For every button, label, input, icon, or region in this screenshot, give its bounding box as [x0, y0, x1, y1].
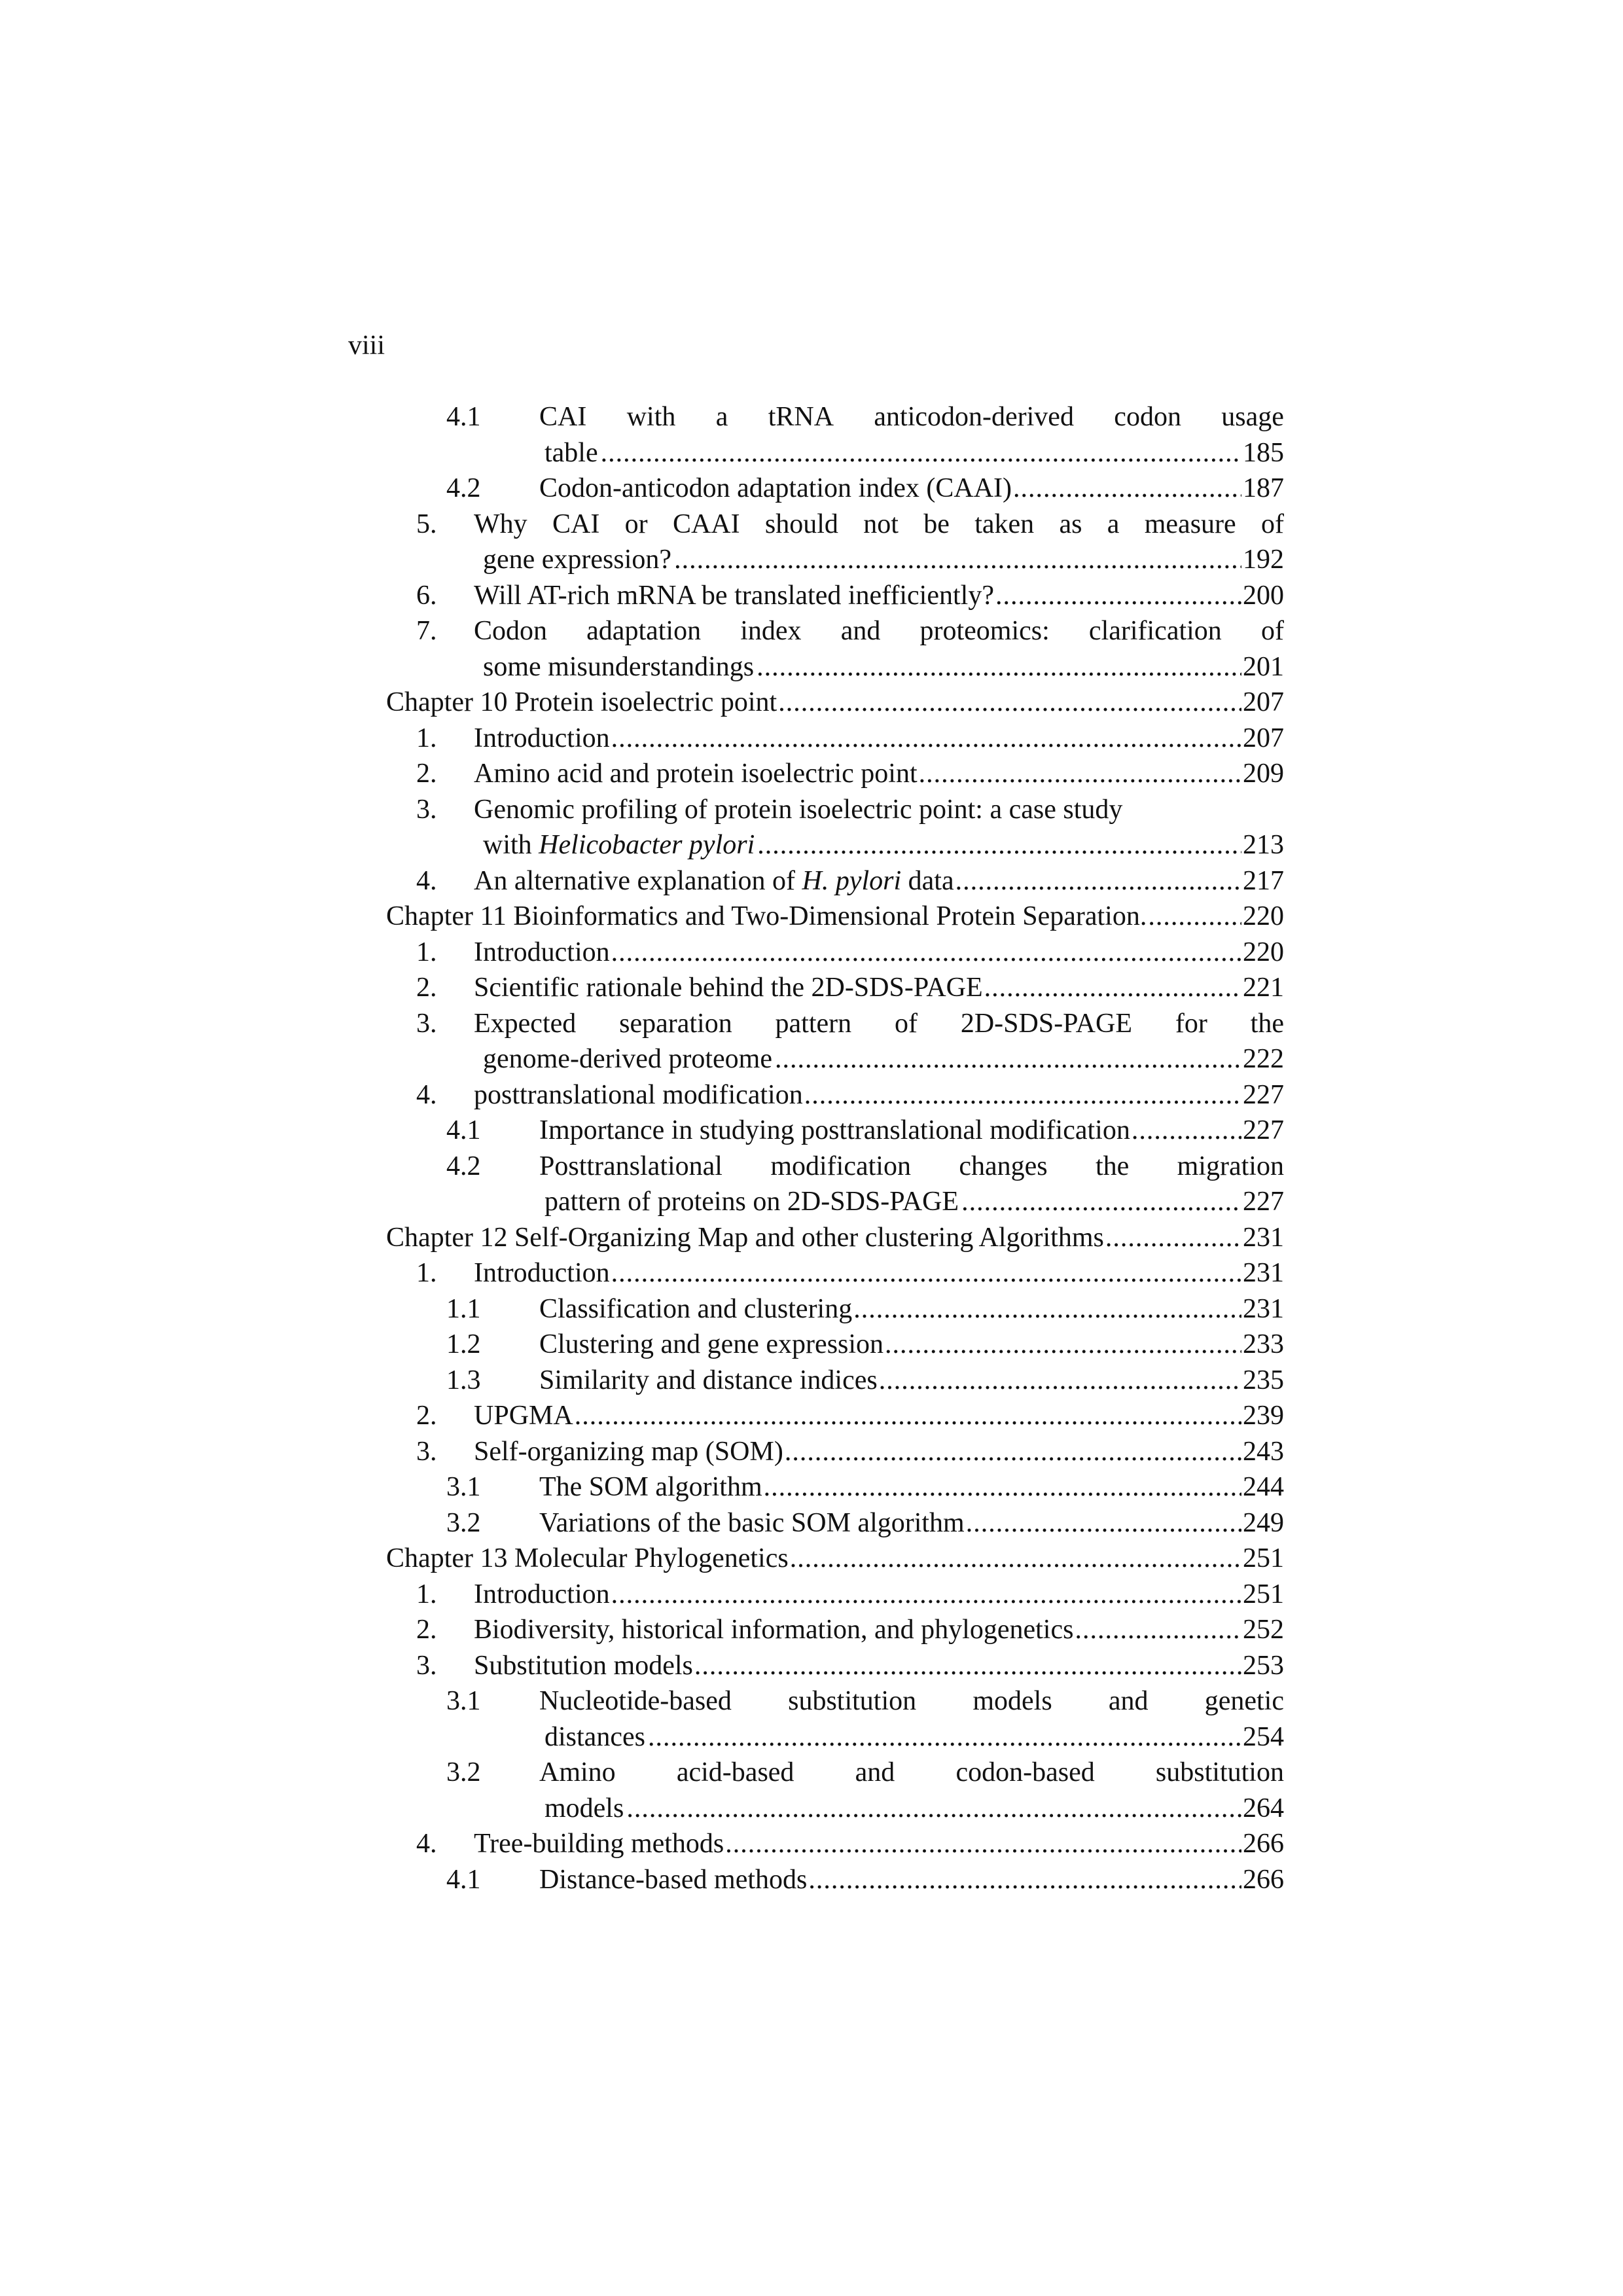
toc-dot-leader [1013, 471, 1241, 507]
toc-entry-word: a [715, 402, 728, 432]
toc-entry-title [386, 899, 1147, 935]
toc-dot-leader [1132, 1113, 1241, 1149]
toc-entry-title-text: models [544, 1793, 624, 1823]
toc-dot-leader [611, 1577, 1241, 1613]
toc-entry [386, 935, 1284, 971]
toc-entry-title [474, 970, 983, 1006]
toc-entry [386, 1434, 1284, 1470]
toc-page-number: 227 [1243, 1079, 1284, 1110]
toc-entry [386, 721, 1284, 757]
toc-page-number: 235 [1243, 1365, 1284, 1395]
toc-entry-word: acid-based [676, 1757, 794, 1787]
toc-dot-leader [984, 970, 1241, 1006]
toc-entry-title-italic: H. pylori [802, 865, 902, 896]
toc-dot-leader [694, 1648, 1241, 1684]
toc-dot-leader [775, 1041, 1241, 1077]
toc-entry-title [474, 1006, 1284, 1042]
toc-entry-title-text: Chapter 12 Self-Organizing Map and other clustering Algorithms [386, 1222, 1104, 1253]
toc-entry [386, 1149, 1284, 1185]
toc-entry-title-text: table [544, 437, 598, 468]
toc-page-number: 266 [1243, 1864, 1284, 1895]
toc-entry [386, 1577, 1284, 1613]
toc-dot-leader [611, 721, 1241, 757]
toc-page-number: 227 [1243, 1187, 1284, 1217]
toc-dot-leader [1105, 1220, 1241, 1256]
toc-entry-title [474, 1577, 610, 1613]
toc-entry-word: Expected [474, 1008, 577, 1039]
toc-entry-title [474, 1612, 1073, 1648]
toc-entry-number: 4.1 [446, 1864, 481, 1895]
toc-entry-word: Why [474, 509, 527, 539]
toc-entry-title [474, 507, 1284, 543]
toc-entry-word: codon [1114, 402, 1181, 432]
toc-entry-continuation [386, 435, 1284, 471]
toc-entry [386, 507, 1284, 543]
toc-page-number: 227 [1243, 1115, 1284, 1145]
toc-entry-title [483, 827, 755, 863]
toc-dot-leader [995, 578, 1241, 614]
toc-entry [386, 1862, 1284, 1898]
toc-entry-title [474, 578, 994, 614]
toc-entry-word: substitution [1155, 1757, 1284, 1787]
toc-entry [386, 1505, 1284, 1541]
toc-entry-word: tRNA [768, 402, 834, 432]
toc-entry-word: be [923, 509, 950, 539]
toc-entry [386, 1291, 1284, 1327]
toc-entry-title-text: An alternative explanation of [474, 865, 802, 896]
toc-entry-number: 2. [416, 759, 437, 789]
toc-entry-title [539, 1291, 852, 1327]
toc-entry [386, 1327, 1284, 1363]
toc-dot-leader [674, 542, 1241, 578]
toc-page-number: 243 [1243, 1436, 1284, 1467]
toc-entry-title [474, 756, 918, 792]
toc-entry-number: 1.1 [446, 1293, 481, 1324]
toc-entry-number: 1.3 [446, 1365, 481, 1395]
toc-entry-word: of [1261, 509, 1284, 539]
toc-entry-title [483, 649, 754, 685]
toc-entry-title [539, 1755, 1284, 1791]
toc-entry-title-text: Tree-building methods [474, 1829, 724, 1859]
toc-page-number: 201 [1243, 651, 1284, 682]
toc-entry-number: 3.2 [446, 1507, 481, 1538]
toc-entry-word: pattern [775, 1008, 852, 1039]
toc-page-number: 221 [1243, 973, 1284, 1003]
toc-entry-title-text: Clustering and gene expression [539, 1329, 884, 1359]
toc-entry [386, 399, 1284, 435]
toc-entry-title-text: Introduction [474, 1258, 610, 1288]
toc-entry-word: codon-based [955, 1757, 1095, 1787]
toc-entry-number: 4. [416, 865, 437, 896]
toc-entry [386, 1469, 1284, 1505]
toc-page-number: 254 [1243, 1721, 1284, 1752]
toc-entry [386, 1683, 1284, 1719]
toc-page-number: 213 [1243, 830, 1284, 860]
toc-entry-number: 3. [416, 1650, 437, 1681]
toc-dot-leader [885, 1327, 1241, 1363]
toc-entry-word: proteomics: [919, 616, 1050, 646]
toc-dot-leader [961, 1184, 1241, 1220]
toc-entry-title-text: Amino acid and protein isoelectric point [474, 759, 918, 789]
toc-dot-leader [1075, 1612, 1241, 1648]
toc-dot-leader [879, 1363, 1241, 1399]
toc-entry-number: 1. [416, 1579, 437, 1609]
toc-entry [386, 1755, 1284, 1791]
toc-page-number: 220 [1243, 937, 1284, 967]
toc-entry [386, 471, 1284, 507]
toc-entry [386, 792, 1284, 828]
toc-entry-word: and [840, 616, 881, 646]
toc-entry-title-text: Self-organizing map (SOM) [474, 1436, 783, 1467]
toc-entry-word: substitution [788, 1686, 917, 1716]
toc-entry-title [386, 1220, 1104, 1256]
toc-entry-title [474, 1434, 783, 1470]
toc-entry-number: 1. [416, 723, 437, 753]
toc-entry-continuation [386, 542, 1284, 578]
toc-dot-leader [785, 1434, 1241, 1470]
toc-entry-word: as [1059, 509, 1082, 539]
toc-entry-title-text: Chapter 10 Protein isoelectric point [386, 687, 777, 717]
toc-entry-word: index [740, 616, 802, 646]
toc-dot-leader [919, 756, 1241, 792]
toc-entry-title [539, 1683, 1284, 1719]
toc-chapter-entry [386, 1541, 1284, 1577]
toc-entry-title-text: Scientific rationale behind the 2D-SDS-PAGE [474, 973, 983, 1003]
toc-entry [386, 863, 1284, 899]
toc-entry-word: or [624, 509, 648, 539]
toc-entry-word: clarification [1088, 616, 1222, 646]
toc-entry-title [544, 1791, 624, 1827]
toc-entry-word: adaptation [586, 616, 702, 646]
toc-entry-number: 4.1 [446, 1115, 481, 1145]
toc-entry [386, 1363, 1284, 1399]
toc-entry-title-text: distances [544, 1721, 645, 1752]
toc-entry-word: modification [770, 1151, 911, 1181]
toc-entry-number: 4.2 [446, 473, 481, 503]
toc-dot-leader [611, 935, 1241, 971]
toc-entry-title [474, 613, 1284, 649]
toc-dot-leader [808, 1862, 1241, 1898]
toc-page-number: 200 [1243, 580, 1284, 611]
toc-entry-number: 1.2 [446, 1329, 481, 1359]
toc-page-number: 233 [1243, 1329, 1284, 1359]
toc-entry-title-text: Variations of the basic SOM algorithm [539, 1507, 965, 1538]
toc-entry-title [544, 1719, 645, 1755]
toc-entry-number: 7. [416, 616, 437, 646]
toc-entry-word: Codon [474, 616, 548, 646]
toc-entry-title [544, 435, 598, 471]
toc-entry-title-text: The SOM algorithm [539, 1472, 762, 1502]
toc-entry-word: Nucleotide-based [539, 1686, 732, 1716]
toc-entry-number: 3. [416, 794, 437, 825]
toc-entry-title-text: pattern of proteins on 2D-SDS-PAGE [544, 1187, 959, 1217]
toc-entry-number: 3.1 [446, 1686, 481, 1716]
toc-entry-word: models [972, 1686, 1052, 1716]
toc-entry-title [544, 1184, 959, 1220]
toc-dot-leader [757, 649, 1241, 685]
toc-entry-title-text: Chapter 11 Bioinformatics and Two-Dimensional Protein Separation. [386, 901, 1147, 931]
toc-entry-title [474, 1398, 573, 1434]
toc-entry-number: 3.1 [446, 1472, 481, 1502]
toc-page-number: 185 [1243, 437, 1284, 468]
toc-entry-title-text: gene expression? [483, 545, 672, 575]
toc-entry-title-text: Importance in studying posttranslational modification [539, 1115, 1130, 1145]
toc-dot-leader [955, 863, 1241, 899]
toc-entry-title [474, 721, 610, 757]
toc-entry-title [474, 1077, 803, 1113]
toc-entry-word: 2D-SDS-PAGE [960, 1008, 1132, 1039]
toc-dot-leader [757, 827, 1241, 863]
toc-entry-title-text: Codon-anticodon adaptation index (CAAI) [539, 473, 1012, 503]
toc-entry-title-text: data [901, 865, 954, 896]
toc-entry-title [539, 1327, 883, 1363]
toc-entry-word: separation [619, 1008, 732, 1039]
toc-entry-title-text: UPGMA [474, 1401, 573, 1431]
toc-chapter-entry [386, 685, 1284, 721]
toc-chapter-entry [386, 899, 1284, 935]
toc-entry-word: the [1095, 1151, 1130, 1181]
toc-entry-number: 3. [416, 1008, 437, 1039]
toc-entry [386, 1826, 1284, 1862]
toc-dot-leader [966, 1505, 1241, 1541]
toc-entry-word: a [1107, 509, 1120, 539]
toc-entry-title-text: Introduction [474, 1579, 610, 1609]
toc-entry-word: of [894, 1008, 918, 1039]
toc-entry-continuation [386, 1719, 1284, 1755]
toc-page-number: 253 [1243, 1650, 1284, 1681]
toc-entry-word: genetic [1204, 1686, 1284, 1716]
toc-entry-title-text: Substitution models [474, 1650, 693, 1681]
toc-entry [386, 1077, 1284, 1113]
toc-entry-title-text: Introduction [474, 723, 610, 753]
toc-entry-continuation [386, 827, 1284, 863]
toc-entry-number: 6. [416, 580, 437, 611]
toc-entry-title-text: Distance-based methods [539, 1864, 808, 1895]
toc-dot-leader [626, 1791, 1241, 1827]
toc-page-number: 187 [1243, 473, 1284, 503]
toc-entry [386, 1612, 1284, 1648]
toc-page-number: 207 [1243, 723, 1284, 753]
toc-entry-title [539, 399, 1284, 435]
toc-entry-word: the [1250, 1008, 1284, 1039]
toc-entry-continuation [386, 1791, 1284, 1827]
toc-entry-title-text: posttranslational modification [474, 1079, 803, 1110]
toc-entry [386, 970, 1284, 1006]
toc-entry-word: usage [1221, 402, 1284, 432]
toc-entry-title [483, 542, 671, 578]
toc-entry-title-text: Similarity and distance indices [539, 1365, 878, 1395]
toc-entry-word: with [626, 402, 676, 432]
toc-entry-word: Amino [539, 1757, 616, 1787]
toc-page-number: 231 [1243, 1258, 1284, 1288]
toc-entry [386, 756, 1284, 792]
table-of-contents [386, 399, 1284, 1897]
toc-page-number: 220 [1243, 901, 1284, 931]
toc-entry-number: 4. [416, 1829, 437, 1859]
toc-entry-title [483, 1041, 772, 1077]
toc-page-number: 209 [1243, 759, 1284, 789]
toc-entry-word: for [1175, 1008, 1207, 1039]
toc-page-number: 252 [1243, 1615, 1284, 1645]
toc-page-number: 207 [1243, 687, 1284, 717]
toc-entry-number: 4.2 [446, 1151, 481, 1181]
toc-chapter-entry [386, 1220, 1284, 1256]
toc-page-number: 222 [1243, 1044, 1284, 1074]
toc-entry [386, 1648, 1284, 1684]
toc-dot-leader [764, 1469, 1241, 1505]
toc-entry-title [539, 1363, 878, 1399]
toc-dot-leader [601, 435, 1241, 471]
toc-dot-leader [853, 1291, 1241, 1327]
toc-entry-title-text: genome-derived proteome [483, 1044, 772, 1074]
toc-entry-word: migration [1177, 1151, 1284, 1181]
toc-entry-title [474, 935, 610, 971]
toc-entry-word: changes [959, 1151, 1048, 1181]
toc-dot-leader [1148, 899, 1241, 935]
toc-dot-leader [790, 1541, 1241, 1577]
toc-dot-leader [725, 1826, 1241, 1862]
toc-entry-number: 4.1 [446, 402, 481, 432]
toc-page-number: 251 [1243, 1579, 1284, 1609]
toc-entry [386, 613, 1284, 649]
toc-entry-title-text: Classification and clustering [539, 1293, 853, 1324]
toc-page-number: 231 [1243, 1222, 1284, 1253]
toc-entry-title-text: Will AT-rich mRNA be translated inefficiently? [474, 580, 994, 611]
toc-entry-word: measure [1144, 509, 1236, 539]
toc-entry-number: 3.2 [446, 1757, 481, 1787]
toc-dot-leader [575, 1398, 1241, 1434]
toc-entry-title-text: Introduction [474, 937, 610, 967]
toc-entry-word: anticodon-derived [874, 402, 1074, 432]
toc-entry-word: taken [974, 509, 1035, 539]
toc-page-number: 217 [1243, 865, 1284, 896]
toc-entry-number: 1. [416, 1258, 437, 1288]
toc-entry-title-text: some misunderstandings [483, 651, 755, 682]
toc-entry-title [474, 1255, 610, 1291]
toc-entry-title [539, 1469, 762, 1505]
toc-entry [386, 578, 1284, 614]
toc-entry-word: and [1108, 1686, 1149, 1716]
toc-entry-number: 3. [416, 1436, 437, 1467]
toc-page-number: 251 [1243, 1543, 1284, 1573]
toc-page-number: 249 [1243, 1507, 1284, 1538]
toc-entry-number: 4. [416, 1079, 437, 1110]
toc-page-number: 266 [1243, 1829, 1284, 1859]
toc-entry-number: 5. [416, 509, 437, 539]
toc-entry-title [539, 1149, 1284, 1185]
toc-entry-continuation [386, 1041, 1284, 1077]
toc-entry-title [386, 685, 777, 721]
toc-entry-word: Posttranslational [539, 1151, 722, 1181]
toc-page-number: 192 [1243, 545, 1284, 575]
toc-entry [386, 1255, 1284, 1291]
toc-entry-word: CAAI [672, 509, 740, 539]
page-number: viii [348, 331, 385, 361]
toc-entry-word: and [855, 1757, 895, 1787]
toc-entry-word: CAI [552, 509, 600, 539]
toc-entry-title [386, 1541, 789, 1577]
toc-entry-title [474, 1648, 693, 1684]
toc-dot-leader [611, 1255, 1241, 1291]
toc-dot-leader [804, 1077, 1241, 1113]
toc-entry-title: Genomic profiling of protein isoelectric point: a case study [474, 794, 1123, 825]
toc-entry-title-text: Chapter 13 Molecular Phylogenetics [386, 1543, 789, 1573]
toc-entry [386, 1006, 1284, 1042]
toc-entry-number: 2. [416, 1615, 437, 1645]
toc-entry-title-text: Biodiversity, historical information, and phylogenetics [474, 1615, 1074, 1645]
toc-page-number: 239 [1243, 1401, 1284, 1431]
toc-page-number: 231 [1243, 1293, 1284, 1324]
toc-entry-continuation [386, 1184, 1284, 1220]
toc-page-number: 244 [1243, 1472, 1284, 1502]
toc-entry-title-italic: Helicobacter pylori [539, 830, 755, 860]
toc-entry-title [474, 1826, 724, 1862]
toc-entry-title-text: with [483, 830, 539, 860]
toc-entry-title [474, 863, 954, 899]
toc-entry-word: not [863, 509, 899, 539]
toc-entry-number: 2. [416, 973, 437, 1003]
toc-entry-title [539, 471, 1012, 507]
toc-entry [386, 1398, 1284, 1434]
toc-entry-number: 2. [416, 1401, 437, 1431]
toc-entry-word: CAI [539, 402, 587, 432]
toc-entry-title [539, 1113, 1130, 1149]
toc-entry-title [539, 1505, 965, 1541]
toc-dot-leader [778, 685, 1241, 721]
toc-entry-word: of [1260, 616, 1284, 646]
toc-entry [386, 1113, 1284, 1149]
toc-entry-title [539, 1862, 807, 1898]
toc-dot-leader [648, 1719, 1241, 1755]
toc-entry-continuation [386, 649, 1284, 685]
toc-entry-word: should [764, 509, 838, 539]
toc-page-number: 264 [1243, 1793, 1284, 1823]
toc-entry-number: 1. [416, 937, 437, 967]
